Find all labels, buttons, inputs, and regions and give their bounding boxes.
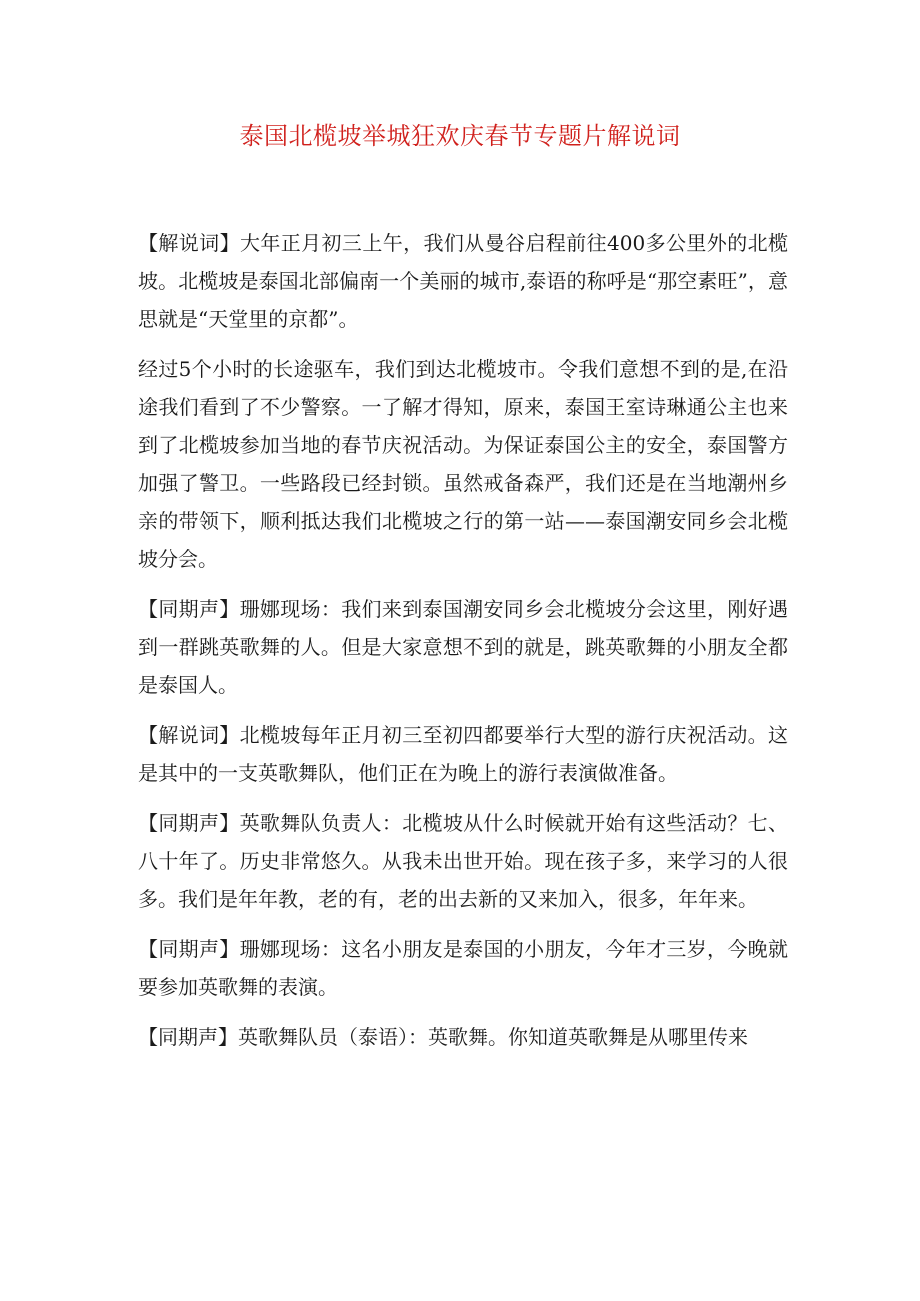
paragraph-narration-3: 【解说词】北榄坡每年正月初三至初四都要举行大型的游行庆祝活动。这是其中的一支英歌舞队，他们正在为晚上的游行表演做准备。 bbox=[138, 723, 788, 785]
paragraph-narration-2: 经过5个小时的长途驱车，我们到达北榄坡市。令我们意想不到的是,在沿途我们看到了不少警察。一了解才得知，原来，泰国王室诗琳通公主也来到了北榄坡参加当地的春节庆祝活动。为保证泰国公主的安全，泰国警方加强了警卫。一些路段已经封锁。虽然戒备森严，我们还是在当地潮州乡亲的带领下，顺利抵达我们北榄坡之行的第一站——泰国潮安同乡会北榄坡分会。 bbox=[138, 357, 788, 571]
paragraph-live-sound-4: 【同期声】英歌舞队员（泰语）：英歌舞。你知道英歌舞是从哪里传来 bbox=[138, 1025, 748, 1049]
paragraph-live-sound-2: 【同期声】英歌舞队负责人：北榄坡从什么时候就开始有这些活动？七、八十年了。历史非常悠久。从我未出世开始。现在孩子多，来学习的人很多。我们是年年教，老的有，老的出去新的又来加入，很多，年年来。 bbox=[138, 811, 788, 911]
paragraph-live-sound-3: 【同期声】珊娜现场：这名小朋友是泰国的小朋友，今年才三岁，今晚就要参加英歌舞的表演。 bbox=[138, 937, 788, 999]
document-body bbox=[138, 224, 788, 1068]
paragraph-narration-1: 【解说词】大年正月初三上午，我们从曼谷启程前往400多公里外的北榄坡。北榄坡是泰国北部偏南一个美丽的城市,泰语的称呼是“那空素旺”，意思就是“天堂里的京都”。 bbox=[138, 231, 788, 331]
document-title: 泰国北榄坡举城狂欢庆春节专题片解说词 bbox=[239, 122, 681, 150]
paragraph-live-sound-1: 【同期声】珊娜现场：我们来到泰国潮安同乡会北榄坡分会这里，刚好遇到一群跳英歌舞的人。但是大家意想不到的就是，跳英歌舞的小朋友全都是泰国人。 bbox=[138, 597, 788, 697]
